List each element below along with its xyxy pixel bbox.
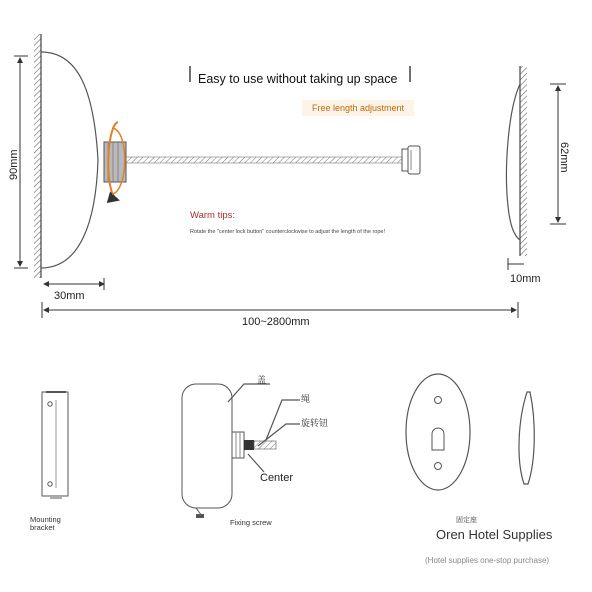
knob-label: 旋转钮 — [301, 418, 329, 428]
screw-hole-icon — [435, 397, 442, 404]
receiver-plate — [507, 84, 521, 240]
warm-tips-title: Warm tips: — [190, 210, 236, 221]
warm-tips-text: Rotate the "center lock button" counterclockwise to adjust the length of the rope! — [190, 229, 385, 235]
reel-housing — [41, 52, 98, 268]
screw-hole-icon — [435, 463, 442, 470]
leader-rope — [266, 400, 300, 440]
brand-name: Oren Hotel Supplies — [436, 527, 553, 542]
dim-10mm-label: 10mm — [510, 273, 541, 285]
leader-center — [248, 454, 264, 472]
free-length-tag: Free length adjustment — [302, 100, 414, 116]
dim-30mm-label: 30mm — [54, 290, 85, 302]
right-wall-hatch — [520, 66, 527, 256]
side-knob — [232, 432, 244, 458]
rope-end-hook — [402, 149, 408, 171]
hook-label: 固定座 — [456, 517, 477, 524]
screw-hole-icon — [48, 482, 52, 486]
fixing-screw-label: Fixing screw — [230, 518, 272, 527]
cover-label: 盖 — [257, 375, 267, 385]
dim-90mm-label: 90mm — [8, 149, 20, 180]
mounting-bracket-label: Mounting bracket — [30, 515, 61, 532]
receiver-side-profile — [519, 392, 534, 484]
rope-label: 绳 — [301, 394, 311, 404]
dim-62mm-label: 62mm — [558, 142, 570, 173]
dim-span-label: 100~2800mm — [242, 316, 310, 328]
brand-slogan: (Hotel supplies one-stop purchase) — [425, 556, 550, 565]
housing-side-view — [182, 384, 232, 508]
mounting-bracket — [42, 392, 68, 496]
left-wall-hatch — [34, 34, 41, 278]
rope — [126, 157, 402, 163]
leader-cover — [228, 384, 270, 402]
screw-hole-icon — [48, 402, 52, 406]
center-label: Center — [260, 472, 294, 484]
keyhole-icon — [432, 428, 444, 450]
headline: Easy to use without taking up space — [198, 72, 398, 86]
